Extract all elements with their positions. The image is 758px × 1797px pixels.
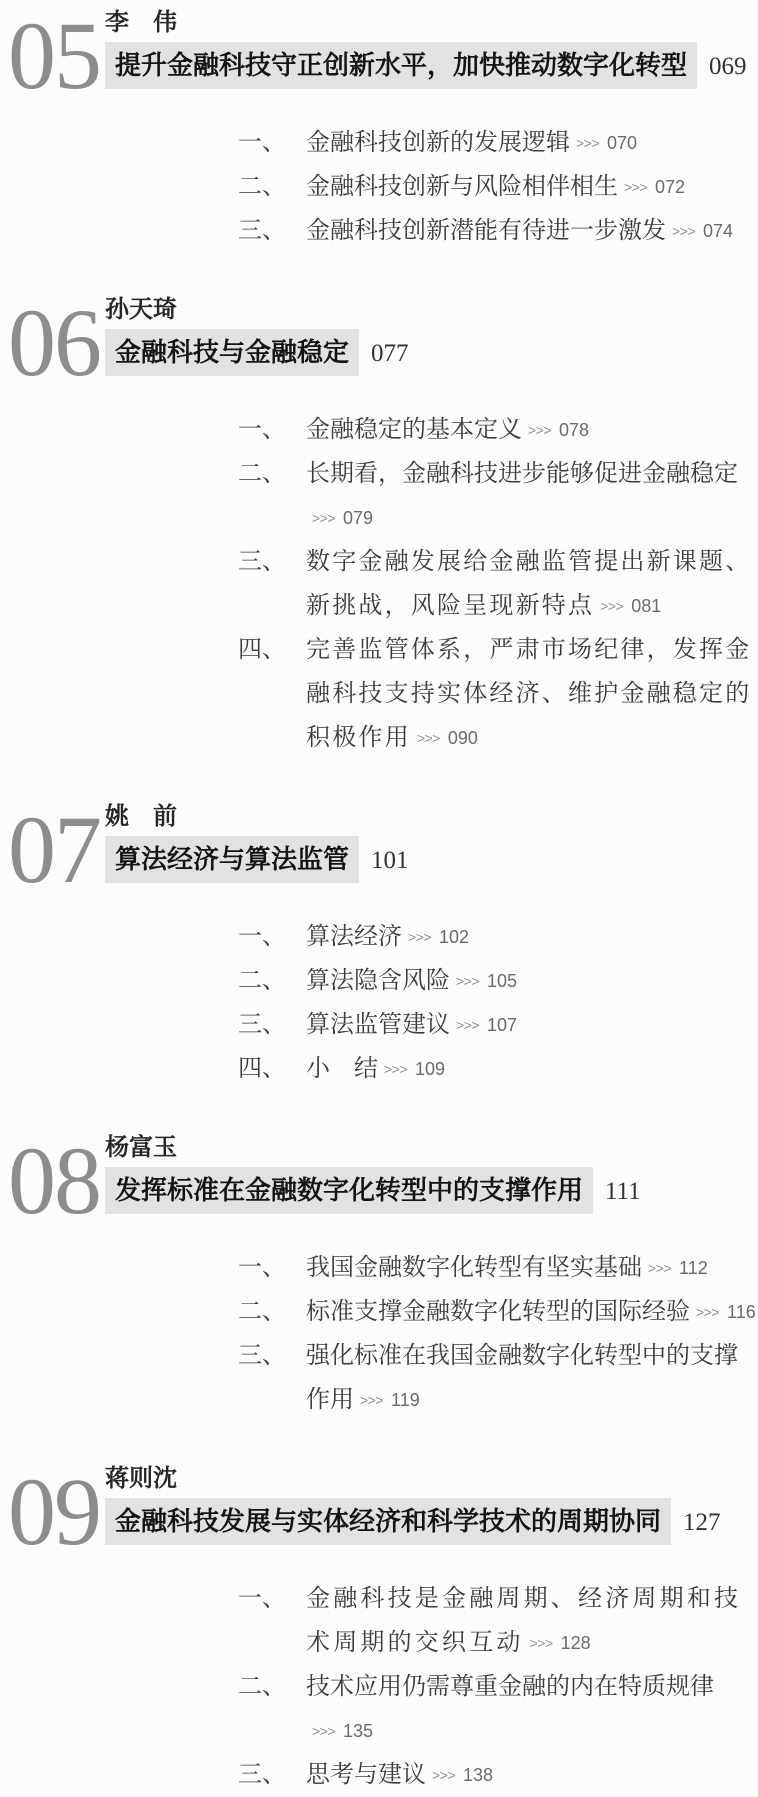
entry-ref [524,1630,591,1656]
entry-ref [450,968,517,994]
entry-ordinal: 二、 [238,174,286,200]
chapter-author: 姚 前 [105,803,177,830]
toc-section-05 [0,2,758,253]
chapter-item-list [238,408,756,760]
toc-entry [238,1290,756,1334]
toc-entry [238,915,756,959]
entry-title: 小 结 [306,1056,378,1082]
toc-section-06 [0,289,758,760]
arrow-icon: >>> [456,1017,480,1033]
table-of-contents-page [0,2,758,1797]
chapter-page-number: 077 [371,340,409,367]
arrow-icon: >>> [648,1260,672,1276]
entry-title: 标准支撑金融数字化转型的国际经验 [306,1299,690,1325]
entry-title: 金融科技是金融周期、经济周期和技术周期的交织互动 [306,1586,742,1656]
entry-ordinal: 一、 [238,924,286,950]
entry-title: 思考与建议 [306,1762,426,1788]
entry-title: 算法监管建议 [306,1012,450,1038]
entry-title: 算法隐含风险 [306,968,450,994]
entry-ordinal: 二、 [238,1299,286,1325]
arrow-icon: >>> [416,730,440,746]
toc-entry [238,1665,756,1753]
chapter-number: 09 [8,1458,100,1565]
entry-ref [306,1718,373,1744]
arrow-icon: >>> [384,1061,408,1077]
chapter-number: 07 [8,796,100,903]
chapter-title: 发挥标准在金融数字化转型中的支撑作用 [105,1167,593,1214]
entry-page-number: 107 [487,1015,518,1035]
chapter-item-list [238,121,756,253]
arrow-icon: >>> [312,510,336,526]
toc-entry [238,628,756,760]
entry-title: 数字金融发展给金融监管提出新课题、新挑战，风险呈现新特点 [306,549,752,619]
entry-ordinal: 四、 [238,637,286,663]
entry-ref [618,174,685,200]
toc-entry [238,1334,756,1422]
entry-ordinal: 一、 [238,130,286,156]
chapter-title-row [105,1167,758,1214]
toc-section-07 [0,796,758,1091]
entry-ordinal: 四、 [238,1056,286,1082]
entry-page-number: 070 [607,133,638,153]
entry-page-number: 079 [343,508,374,528]
entry-ordinal: 一、 [238,417,286,443]
chapter-page-number: 069 [709,53,747,80]
chapter-title: 算法经济与算法监管 [105,836,359,883]
toc-section-08 [0,1127,758,1422]
arrow-icon: >>> [432,1767,456,1783]
arrow-icon: >>> [624,179,648,195]
entry-ref [690,1299,756,1325]
chapter-title: 提升金融科技守正创新水平，加快推动数字化转型 [105,42,697,89]
chapter-number: 05 [8,2,100,109]
chapter-page-number: 127 [683,1509,721,1536]
chapter-title: 金融科技与金融稳定 [105,329,359,376]
entry-page-number: 128 [560,1633,591,1653]
chapter-author: 李 伟 [105,9,177,36]
entry-title: 完善监管体系，严肃市场纪律，发挥金融科技支持实体经济、维护金融稳定的积极作用 [306,637,752,751]
entry-ref [306,505,373,531]
entry-page-number: 119 [391,1390,420,1410]
entry-title: 技术应用仍需尊重金融的内在特质规律 [306,1674,714,1700]
toc-entry [238,165,756,209]
chapter-title-row [105,42,758,89]
toc-entry [238,452,756,540]
entry-ordinal: 一、 [238,1586,286,1612]
toc-entry [238,1003,756,1047]
chapter-page-number: 111 [605,1178,641,1205]
entry-ref [522,417,589,443]
arrow-icon: >>> [576,135,600,151]
toc-entry [238,1577,756,1665]
entry-page-number: 078 [559,420,590,440]
entry-title: 强化标准在我国金融数字化转型中的支撑作用 [306,1343,738,1413]
entry-ordinal: 二、 [238,968,286,994]
entry-title: 我国金融数字化转型有坚实基础 [306,1255,642,1281]
entry-ref [411,725,478,751]
entry-page-number: 116 [727,1302,756,1322]
entry-ordinal: 二、 [238,461,286,487]
toc-entry [238,1047,756,1091]
entry-ref [666,218,733,244]
toc-entry [238,209,756,253]
entry-title: 金融科技创新潜能有待进一步激发 [306,218,666,244]
entry-ordinal: 三、 [238,549,286,575]
entry-ordinal: 三、 [238,218,286,244]
entry-ref [570,130,637,156]
entry-page-number: 105 [487,971,518,991]
entry-page-number: 090 [447,728,478,748]
chapter-title-row [105,1498,758,1545]
chapter-number: 08 [8,1127,100,1234]
toc-entry [238,540,756,628]
entry-title: 算法经济 [306,924,402,950]
arrow-icon: >>> [696,1304,720,1320]
entry-page-number: 072 [655,177,686,197]
arrow-icon: >>> [456,973,480,989]
entry-ordinal: 三、 [238,1012,286,1038]
entry-title: 金融科技创新的发展逻辑 [306,130,570,156]
arrow-icon: >>> [529,1635,553,1651]
entry-title: 金融稳定的基本定义 [306,417,522,443]
chapter-author: 蒋则沈 [105,1465,177,1492]
chapter-title: 金融科技发展与实体经济和科学技术的周期协同 [105,1498,671,1545]
entry-page-number: 112 [679,1258,708,1278]
entry-page-number: 074 [703,221,734,241]
chapter-author: 孙天琦 [105,296,177,323]
entry-ref [378,1056,445,1082]
entry-page-number: 102 [439,927,470,947]
entry-ordinal: 二、 [238,1674,286,1700]
toc-entry [238,121,756,165]
entry-ordinal: 三、 [238,1762,286,1788]
chapter-page-number: 101 [371,847,409,874]
arrow-icon: >>> [360,1392,384,1408]
chapter-number: 06 [8,289,100,396]
toc-section-09 [0,1458,758,1797]
entry-ref [426,1762,493,1788]
entry-ordinal: 三、 [238,1343,286,1369]
arrow-icon: >>> [672,223,696,239]
entry-page-number: 138 [463,1765,494,1785]
arrow-icon: >>> [600,598,624,614]
entry-page-number: 109 [415,1059,446,1079]
toc-entry [238,408,756,452]
toc-entry [238,959,756,1003]
entry-ref [450,1012,517,1038]
entry-ref [354,1387,420,1413]
entry-page-number: 135 [343,1721,374,1741]
chapter-title-row [105,329,758,376]
arrow-icon: >>> [408,929,432,945]
entry-title: 金融科技创新与风险相伴相生 [306,174,618,200]
toc-entry [238,1753,756,1797]
chapter-author: 杨富玉 [105,1134,177,1161]
chapter-item-list [238,1246,756,1422]
entry-title: 长期看，金融科技进步能够促进金融稳定 [306,461,738,487]
arrow-icon: >>> [312,1723,336,1739]
chapter-item-list [238,1577,756,1797]
entry-ref [642,1255,708,1281]
entry-ref [594,593,661,619]
toc-entry [238,1246,756,1290]
entry-ref [402,924,469,950]
arrow-icon: >>> [528,422,552,438]
entry-page-number: 081 [631,596,662,616]
entry-ordinal: 一、 [238,1255,286,1281]
chapter-title-row [105,836,758,883]
chapter-item-list [238,915,756,1091]
